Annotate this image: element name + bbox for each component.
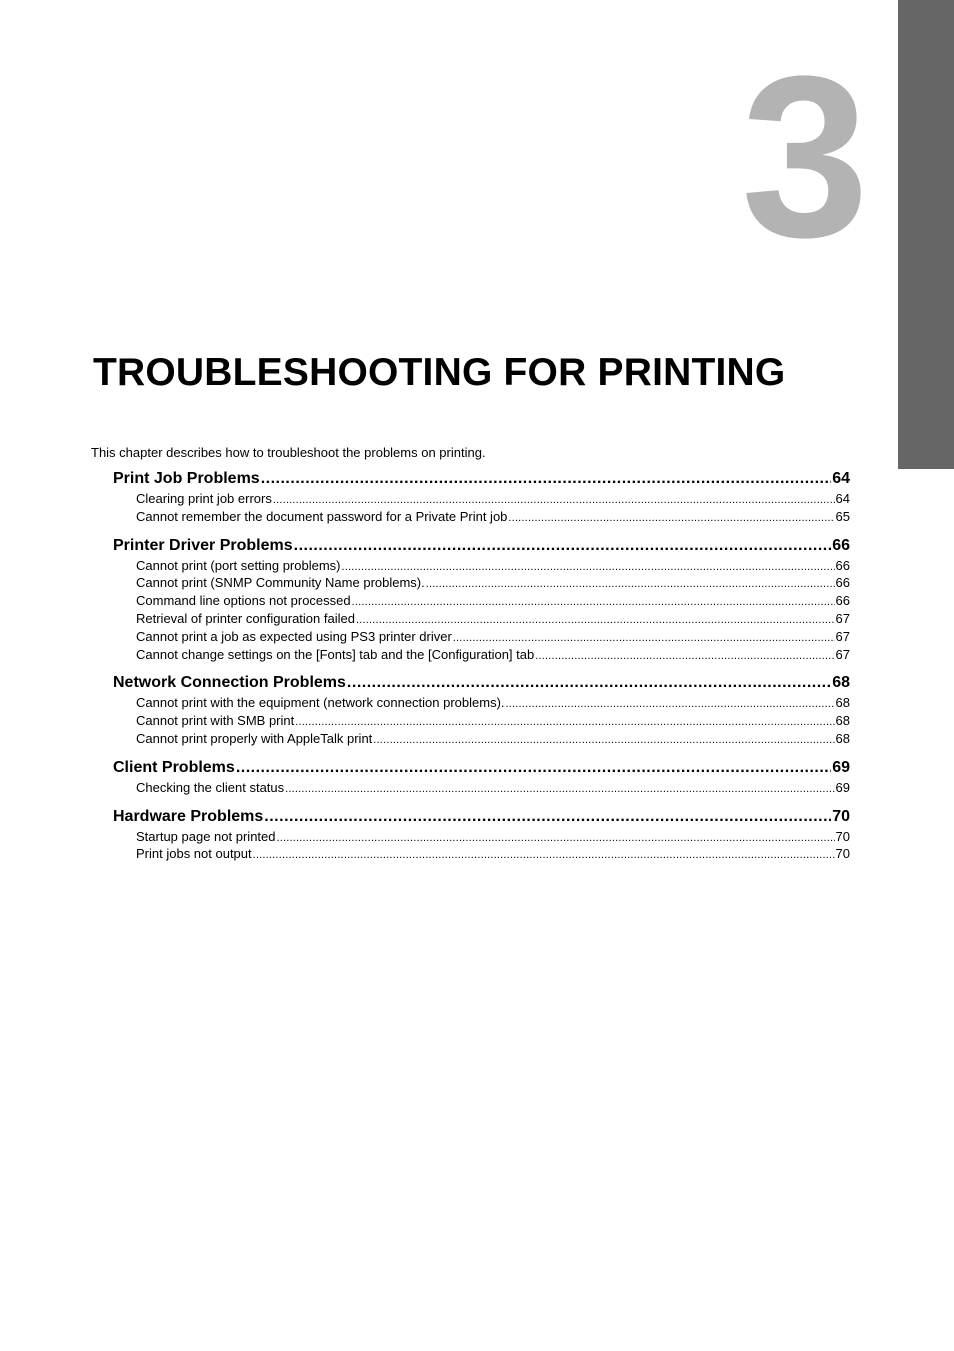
dot-leader <box>264 808 831 826</box>
toc-item[interactable] <box>113 846 850 864</box>
toc-item-label: Retrieval of printer configuration failed <box>136 610 355 626</box>
toc-item[interactable] <box>113 647 850 665</box>
chapter-title: TROUBLESHOOTING FOR PRINTING <box>93 351 786 394</box>
toc-section-page: 69 <box>832 758 850 776</box>
dot-leader <box>341 558 834 573</box>
dot-leader <box>273 491 835 506</box>
toc-item-page: 67 <box>835 646 850 662</box>
toc-item-label: Cannot print with SMB print <box>136 713 295 729</box>
toc-item-page: 68 <box>835 713 850 729</box>
toc-section <box>113 808 850 865</box>
toc-item-page: 65 <box>835 508 850 524</box>
toc-section-page: 70 <box>832 807 850 825</box>
dot-leader <box>294 537 832 555</box>
toc-item-page: 66 <box>835 593 850 609</box>
toc-item-page: 66 <box>835 575 850 591</box>
toc-item-label: Cannot remember the document password for a Private Print job <box>136 508 508 524</box>
toc-item-label: Print jobs not output <box>136 846 252 862</box>
chapter-number: 3 <box>741 28 869 285</box>
toc-item-label: Clearing print job errors <box>136 491 272 506</box>
dot-leader <box>285 780 834 795</box>
toc-item-page: 69 <box>835 779 850 795</box>
toc-item-label: Cannot print a job as expected using PS3 printer driver <box>136 628 452 644</box>
toc-section-page: 68 <box>832 674 850 692</box>
dot-leader <box>261 470 832 488</box>
chapter-side-tab <box>898 0 954 469</box>
toc-item-label: Cannot print properly with AppleTalk print <box>136 730 373 746</box>
toc-section-title: Network Connection Problems <box>113 674 346 692</box>
dot-leader <box>295 713 834 728</box>
toc-item-label: Cannot print (port setting problems) <box>136 557 341 573</box>
toc-section <box>113 470 850 527</box>
table-of-contents <box>113 470 850 864</box>
toc-item-page: 70 <box>835 828 850 844</box>
toc-item-label: Cannot print with the equipment (network connection problems). <box>136 695 505 711</box>
toc-item-label: Startup page not printed <box>136 828 276 844</box>
toc-section-title: Client Problems <box>113 758 235 776</box>
toc-item[interactable] <box>113 731 850 749</box>
dot-leader <box>426 575 835 590</box>
toc-item[interactable] <box>113 629 850 647</box>
toc-item-page: 66 <box>835 557 850 573</box>
dot-leader <box>236 759 831 777</box>
toc-item[interactable] <box>113 780 850 798</box>
toc-section-title: Printer Driver Problems <box>113 536 293 554</box>
toc-item-page: 70 <box>835 846 850 862</box>
dot-leader <box>352 593 835 608</box>
toc-section-heading[interactable] <box>113 537 850 558</box>
toc-section-heading[interactable] <box>113 808 850 829</box>
toc-item[interactable] <box>113 695 850 713</box>
dot-leader <box>506 695 835 710</box>
toc-item[interactable] <box>113 558 850 576</box>
dot-leader <box>453 629 835 644</box>
toc-item[interactable] <box>113 611 850 629</box>
dot-leader <box>535 647 834 662</box>
toc-item[interactable] <box>113 575 850 593</box>
toc-item-page: 67 <box>835 628 850 644</box>
dot-leader <box>373 731 834 746</box>
toc-section <box>113 537 850 665</box>
toc-item-label: Cannot print (SNMP Community Name problems). <box>136 575 425 591</box>
toc-item[interactable] <box>113 829 850 847</box>
toc-section-title: Hardware Problems <box>113 807 264 825</box>
toc-item-page: 64 <box>835 491 850 506</box>
toc-item[interactable] <box>113 509 850 527</box>
dot-leader <box>508 509 834 524</box>
dot-leader <box>347 674 831 692</box>
chapter-intro: This chapter describes how to troubleshoot the problems on printing. <box>91 445 486 460</box>
toc-item-page: 68 <box>835 730 850 746</box>
toc-item[interactable] <box>113 491 850 509</box>
dot-leader <box>277 829 835 844</box>
dot-leader <box>253 846 835 861</box>
toc-section <box>113 674 850 748</box>
toc-item[interactable] <box>113 713 850 731</box>
toc-item-label: Cannot change settings on the [Fonts] tab and the [Configuration] tab <box>136 646 535 662</box>
toc-section-heading[interactable] <box>113 759 850 780</box>
toc-section-heading[interactable] <box>113 674 850 695</box>
toc-item[interactable] <box>113 593 850 611</box>
dot-leader <box>356 611 835 626</box>
toc-section-title: Print Job Problems <box>113 470 260 487</box>
toc-section-page: 66 <box>832 536 850 554</box>
toc-section <box>113 759 850 798</box>
toc-item-label: Checking the client status <box>136 779 285 795</box>
toc-section-page: 64 <box>832 470 850 487</box>
toc-item-page: 68 <box>835 695 850 711</box>
toc-item-label: Command line options not processed <box>136 593 351 609</box>
toc-item-page: 67 <box>835 610 850 626</box>
toc-section-heading[interactable] <box>113 470 850 491</box>
